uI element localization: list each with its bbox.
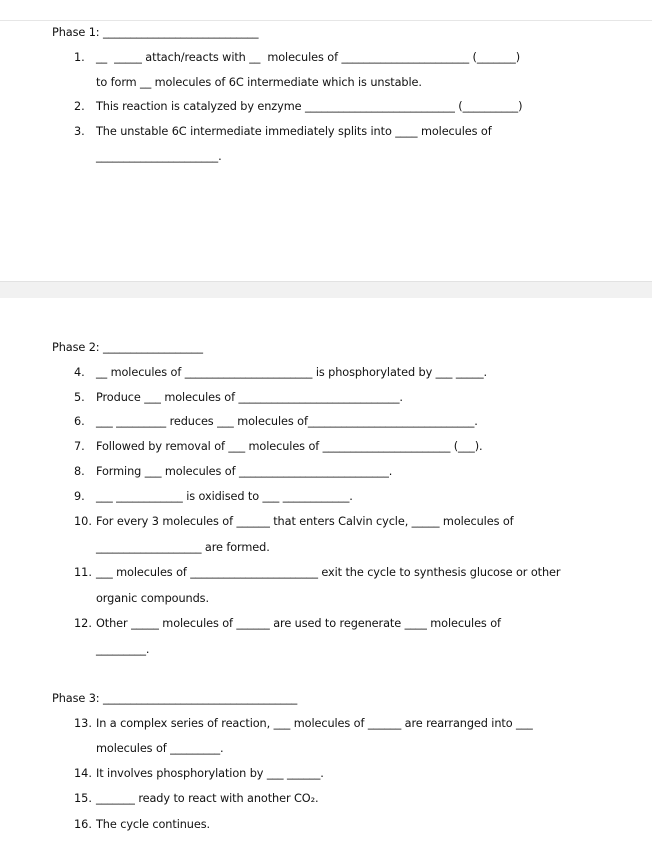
item-number: 12.: [74, 617, 92, 630]
item-number: 7.: [74, 440, 85, 453]
page-break: [0, 281, 652, 298]
question-11-line-2: organic compounds.: [96, 592, 209, 605]
question-1-line-1: __ _____ attach/reacts with __ molecules of _______________________ (_______): [96, 51, 520, 64]
item-number: 8.: [74, 465, 85, 478]
question-3-line-1: The unstable 6C intermediate immediately splits into ____ molecules of: [96, 125, 492, 138]
item-number: 9.: [74, 490, 85, 503]
item-number: 13.: [74, 717, 92, 730]
question-13-line-1: In a complex series of reaction, ___ molecules of ______ are rearranged into ___: [96, 717, 533, 730]
question-12-line-1: Other _____ molecules of ______ are used to regenerate ____ molecules of: [96, 617, 501, 630]
item-number: 6.: [74, 415, 85, 428]
item-number: 2.: [74, 100, 85, 113]
item-number: 14.: [74, 767, 92, 780]
item-number: 3.: [74, 125, 85, 138]
question-7: Followed by removal of ___ molecules of _______________________ (___).: [96, 440, 483, 453]
item-number: 10.: [74, 515, 92, 528]
item-number: 16.: [74, 818, 92, 831]
question-13-line-2: molecules of _________.: [96, 742, 224, 755]
question-3-line-2: ______________________.: [96, 150, 222, 163]
question-10-line-1: For every 3 molecules of ______ that enters Calvin cycle, _____ molecules of: [96, 515, 514, 528]
question-11-line-1: ___ molecules of _______________________ exit the cycle to synthesis glucose or other: [96, 566, 561, 579]
phase-1-heading: Phase 1: ____________________________: [52, 26, 259, 39]
question-9: ___ ____________ is oxidised to ___ ____________.: [96, 490, 353, 503]
phase-3-heading: Phase 3: ___________________________________: [52, 692, 298, 705]
question-15: _______ ready to react with another CO₂.: [96, 792, 319, 805]
item-number: 5.: [74, 391, 85, 404]
question-4: __ molecules of _______________________ is phosphorylated by ___ _____.: [96, 366, 488, 379]
question-6: ___ _________ reduces ___ molecules of______________________________.: [96, 415, 478, 428]
item-number: 4.: [74, 366, 85, 379]
question-8: Forming ___ molecules of ___________________________.: [96, 465, 393, 478]
page-top-border: [0, 20, 652, 21]
phase-2-heading: Phase 2: __________________: [52, 341, 203, 354]
question-2: This reaction is catalyzed by enzyme ___________________________ (__________): [96, 100, 523, 113]
question-5: Produce ___ molecules of _____________________________.: [96, 391, 403, 404]
question-12-line-2: _________.: [96, 643, 150, 656]
question-1-line-2: to form __ molecules of 6C intermediate which is unstable.: [96, 76, 422, 89]
question-10-line-2: ___________________ are formed.: [96, 541, 270, 554]
item-number: 15.: [74, 792, 92, 805]
question-16: The cycle continues.: [96, 818, 210, 831]
question-14: It involves phosphorylation by ___ ______.: [96, 767, 324, 780]
item-number: 11.: [74, 566, 92, 579]
item-number: 1.: [74, 51, 85, 64]
